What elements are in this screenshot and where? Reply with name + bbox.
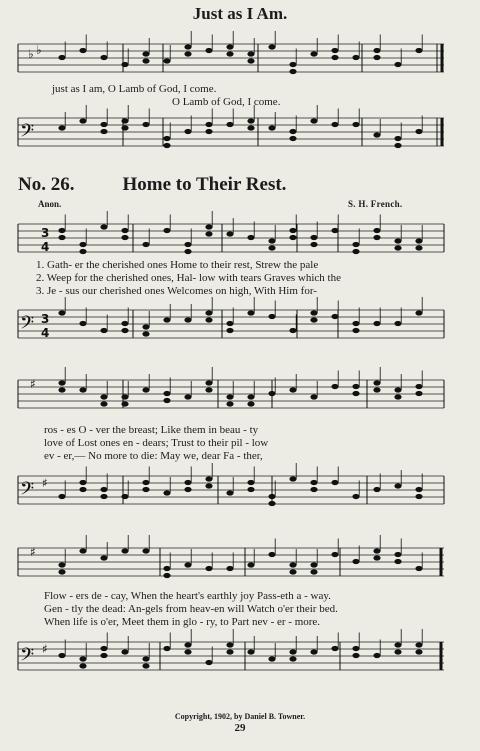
time-sig-top: 3 (41, 226, 50, 240)
note-head (310, 317, 317, 322)
svg-text:♯: ♯ (42, 642, 48, 656)
system3-treble-notes (58, 535, 422, 578)
note-head (100, 224, 107, 229)
note-head (268, 238, 275, 243)
note-head (58, 387, 65, 392)
note-head (184, 480, 191, 485)
note-head (226, 566, 233, 571)
song-number: No. 26. (18, 174, 75, 195)
note-head (394, 238, 401, 243)
note-head (226, 649, 233, 654)
note-head (310, 235, 317, 240)
svg-text:𝄢: 𝄢 (20, 645, 35, 670)
note-head (373, 380, 380, 385)
note-head (121, 494, 128, 499)
note-head (352, 391, 359, 396)
note-head (415, 129, 422, 134)
note-head (58, 125, 65, 130)
note-head (79, 548, 86, 553)
note-head (394, 649, 401, 654)
note-head (184, 487, 191, 492)
note-head (100, 555, 107, 560)
note-head (184, 649, 191, 654)
sharp-icon: ♯ (30, 377, 36, 391)
note-head (247, 401, 254, 406)
note-head (289, 62, 296, 67)
note-head (121, 649, 128, 654)
note-head (310, 649, 317, 654)
note-head (163, 143, 170, 148)
note-head (79, 656, 86, 661)
note-head (58, 569, 65, 574)
note-head (142, 122, 149, 127)
note-head (373, 487, 380, 492)
note-head (205, 224, 212, 229)
note-head (415, 566, 422, 571)
note-head (163, 490, 170, 495)
note-head (205, 380, 212, 385)
note-head (184, 129, 191, 134)
note-head (289, 129, 296, 134)
system1-verse-3: 3. Je - sus our cherished ones Welcomes on high, With Him for- (36, 285, 317, 297)
note-head (79, 480, 86, 485)
system3-verse-3: When life is o'er, Meet them in glo - ry, to Part nev - er - more. (44, 616, 321, 628)
svg-text:3: 3 (41, 312, 50, 326)
note-head (331, 314, 338, 319)
note-head (226, 401, 233, 406)
note-head (121, 235, 128, 240)
note-head (373, 321, 380, 326)
note-head (310, 569, 317, 574)
note-head (352, 494, 359, 499)
system3-verse-2: Gen - tly the dead: An-gels from heav-en will Watch o'er their bed. (44, 603, 338, 615)
system1-bass-staff (0, 304, 480, 352)
note-head (100, 328, 107, 333)
note-head (247, 562, 254, 567)
flat-icon: ♭ (28, 47, 34, 61)
note-head (79, 242, 86, 247)
note-head (226, 231, 233, 236)
top-bass-staff (0, 114, 480, 162)
note-head (184, 44, 191, 49)
note-head (58, 310, 65, 315)
note-head (247, 118, 254, 123)
note-head (184, 317, 191, 322)
note-head (331, 228, 338, 233)
note-head (205, 231, 212, 236)
note-head (373, 55, 380, 60)
svg-text:𝄢: 𝄢 (20, 313, 35, 338)
note-head (142, 548, 149, 553)
note-head (289, 235, 296, 240)
note-head (352, 646, 359, 651)
note-head (268, 656, 275, 661)
note-head (352, 384, 359, 389)
system2-bass-staff (0, 470, 480, 514)
note-head (331, 122, 338, 127)
note-head (247, 58, 254, 63)
note-head (121, 548, 128, 553)
note-head (247, 235, 254, 240)
note-head (289, 476, 296, 481)
note-head (373, 48, 380, 53)
note-head (121, 321, 128, 326)
note-head (58, 380, 65, 385)
note-head (226, 328, 233, 333)
note-head (205, 476, 212, 481)
note-head (331, 384, 338, 389)
system1-treble-notes (58, 211, 422, 254)
note-head (415, 487, 422, 492)
note-head (142, 387, 149, 392)
system2-verse-3: ev - er,— No more to die: May we, dear Fa - ther, (44, 450, 263, 462)
note-head (205, 483, 212, 488)
note-head (247, 310, 254, 315)
note-head (373, 555, 380, 560)
note-head (79, 48, 86, 53)
note-head (268, 245, 275, 250)
note-head (310, 394, 317, 399)
note-head (310, 51, 317, 56)
note-head (142, 51, 149, 56)
note-head (58, 228, 65, 233)
note-head (226, 321, 233, 326)
system1-treble-staff (0, 218, 480, 258)
system2-treble-staff (0, 374, 480, 416)
note-head (268, 391, 275, 396)
note-head (310, 310, 317, 315)
note-head (142, 331, 149, 336)
note-head (79, 487, 86, 492)
note-head (331, 552, 338, 557)
note-head (100, 494, 107, 499)
lyricist: Anon. (38, 199, 62, 209)
note-head (100, 129, 107, 134)
note-head (163, 398, 170, 403)
svg-text:♭: ♭ (36, 43, 42, 57)
note-head (289, 562, 296, 567)
note-head (289, 69, 296, 74)
note-head (415, 310, 422, 315)
note-head (121, 125, 128, 130)
note-head (415, 384, 422, 389)
note-head (79, 118, 86, 123)
note-head (373, 548, 380, 553)
note-head (142, 324, 149, 329)
note-head (163, 573, 170, 578)
note-head (226, 51, 233, 56)
note-head (352, 55, 359, 60)
note-head (247, 649, 254, 654)
note-head (310, 118, 317, 123)
note-head (58, 562, 65, 567)
note-head (394, 321, 401, 326)
note-head (415, 245, 422, 250)
svg-text:𝄢: 𝄢 (20, 479, 35, 504)
note-head (289, 569, 296, 574)
note-head (142, 487, 149, 492)
note-head (268, 125, 275, 130)
time-sig-bottom: 4 (41, 240, 50, 254)
svg-text:♯: ♯ (42, 476, 48, 490)
note-head (121, 401, 128, 406)
note-head (310, 242, 317, 247)
note-head (247, 480, 254, 485)
note-head (373, 235, 380, 240)
note-head (205, 387, 212, 392)
note-head (79, 249, 86, 254)
note-head (394, 245, 401, 250)
note-head (100, 401, 107, 406)
note-head (121, 118, 128, 123)
note-head (100, 55, 107, 60)
note-head (205, 122, 212, 127)
note-head (226, 122, 233, 127)
note-head (331, 55, 338, 60)
note-head (373, 228, 380, 233)
system1-verse-1: 1. Gath- er the cherished ones Home to their rest, Strew the pale (36, 259, 319, 271)
note-head (121, 328, 128, 333)
note-head (226, 490, 233, 495)
note-head (289, 649, 296, 654)
note-head (142, 656, 149, 661)
note-head (352, 249, 359, 254)
note-head (289, 328, 296, 333)
system3-bass-staff (0, 636, 480, 684)
top-lyric-1: just as I am, O Lamb of God, I come. (52, 83, 217, 95)
note-head (100, 487, 107, 492)
svg-text:♯: ♯ (30, 545, 36, 559)
note-head (121, 228, 128, 233)
note-head (226, 44, 233, 49)
note-head (100, 394, 107, 399)
note-head (310, 562, 317, 567)
note-head (331, 48, 338, 53)
note-head (226, 642, 233, 647)
note-head (205, 310, 212, 315)
note-head (163, 58, 170, 63)
note-head (352, 122, 359, 127)
top-lyric-2: O Lamb of God, I come. (172, 96, 281, 108)
top-treble-notes (58, 31, 422, 74)
system1-verse-2: 2. Weep for the cherished ones, Hal- low with tears Graves which the (36, 272, 341, 284)
note-head (373, 653, 380, 658)
note-head (394, 552, 401, 557)
note-head (142, 663, 149, 668)
note-head (184, 249, 191, 254)
note-head (100, 122, 107, 127)
top-treble-staff (0, 40, 480, 80)
note-head (415, 48, 422, 53)
system2-verse-1: ros - es O - ver the breast; Like them in beau - ty (44, 424, 259, 436)
note-head (310, 487, 317, 492)
system2-bass-notes (58, 463, 422, 506)
note-head (394, 394, 401, 399)
note-head (289, 387, 296, 392)
page-number: 29 (234, 722, 246, 734)
note-head (394, 62, 401, 67)
note-head (289, 136, 296, 141)
note-head (79, 321, 86, 326)
note-head (247, 487, 254, 492)
note-head (331, 646, 338, 651)
note-head (394, 642, 401, 647)
note-head (373, 132, 380, 137)
note-head (415, 238, 422, 243)
note-head (100, 646, 107, 651)
note-head (268, 314, 275, 319)
note-head (79, 663, 86, 668)
note-head (268, 552, 275, 557)
note-head (352, 321, 359, 326)
note-head (205, 660, 212, 665)
note-head (163, 228, 170, 233)
note-head (58, 55, 65, 60)
note-head (373, 387, 380, 392)
note-head (289, 228, 296, 233)
note-head (268, 44, 275, 49)
song-title: Home to Their Rest. (122, 174, 287, 195)
note-head (184, 51, 191, 56)
note-head (352, 559, 359, 564)
note-head (352, 242, 359, 247)
note-head (415, 391, 422, 396)
note-head (58, 235, 65, 240)
note-head (415, 642, 422, 647)
note-head (79, 387, 86, 392)
note-head (394, 387, 401, 392)
note-head (331, 480, 338, 485)
note-head (268, 494, 275, 499)
system3-verse-1: Flow - ers de - cay, When the heart's earthly joy Pass-eth a - way. (44, 590, 331, 602)
note-head (163, 566, 170, 571)
note-head (205, 566, 212, 571)
system2-verse-2: love of Lost ones en - dears; Trust to their pil - low (44, 437, 269, 449)
note-head (142, 242, 149, 247)
bass-clef-icon: 𝄢 (20, 121, 35, 146)
note-head (394, 559, 401, 564)
note-head (184, 642, 191, 647)
composer: S. H. French. (348, 199, 403, 209)
top-hymn-title: Just as I Am. (192, 4, 288, 23)
note-head (415, 649, 422, 654)
note-head (247, 394, 254, 399)
note-head (184, 562, 191, 567)
note-head (184, 394, 191, 399)
note-head (247, 125, 254, 130)
note-head (58, 653, 65, 658)
note-head (163, 391, 170, 396)
note-head (121, 394, 128, 399)
note-head (226, 394, 233, 399)
note-head (163, 136, 170, 141)
system3-treble-staff (0, 542, 480, 584)
note-head (394, 136, 401, 141)
note-head (205, 317, 212, 322)
note-head (184, 242, 191, 247)
note-head (247, 51, 254, 56)
note-head (310, 480, 317, 485)
note-head (142, 58, 149, 63)
note-head (100, 653, 107, 658)
note-head (268, 501, 275, 506)
copyright: Copyright, 1902, by Daniel B. Towner. (174, 712, 306, 721)
note-head (415, 494, 422, 499)
svg-text:4: 4 (41, 326, 50, 340)
note-head (394, 483, 401, 488)
note-head (121, 62, 128, 67)
note-head (163, 317, 170, 322)
note-head (394, 143, 401, 148)
note-head (352, 328, 359, 333)
note-head (205, 48, 212, 53)
top-bass-notes (58, 105, 422, 148)
note-head (289, 656, 296, 661)
note-head (163, 646, 170, 651)
note-head (142, 480, 149, 485)
note-head (58, 494, 65, 499)
note-head (352, 653, 359, 658)
note-head (205, 129, 212, 134)
